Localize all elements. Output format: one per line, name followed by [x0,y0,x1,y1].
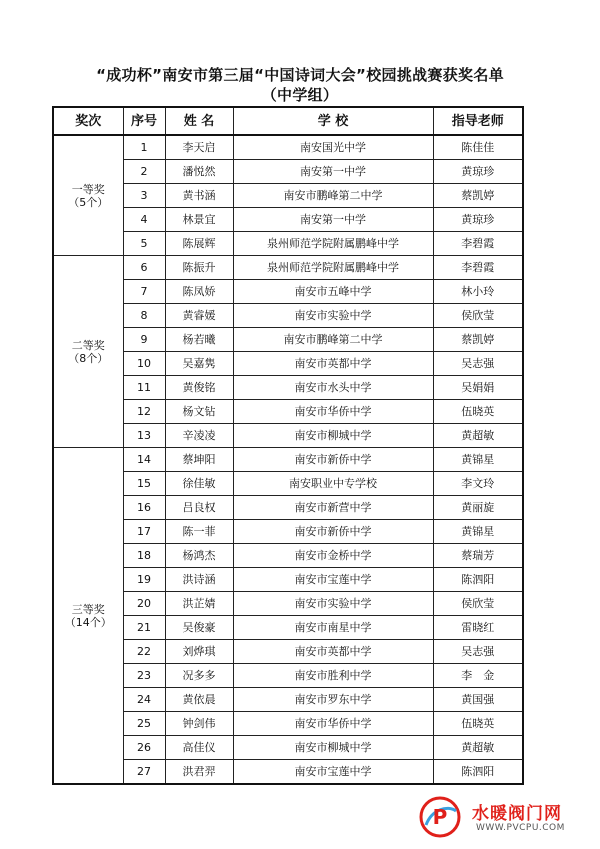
table-row [53,520,523,544]
award-level-name: 三等奖 [71,602,105,616]
cell-teacher: 黄超敏 [433,736,523,760]
cell-name: 洪芷婧 [165,592,233,616]
table-row [53,208,523,232]
header-award: 奖次 [53,107,123,135]
cell-teacher: 吴志强 [433,352,523,376]
cell-number: 7 [123,280,165,304]
award-level-name: 一等奖 [71,182,105,196]
cell-school: 南安市英都中学 [233,352,433,376]
cell-number: 1 [123,135,165,160]
header-name: 姓 名 [165,107,233,135]
table-row [53,688,523,712]
cell-number: 2 [123,160,165,184]
watermark-url: WWW.PVCPU.COM [476,823,565,833]
table-header-row [53,107,523,135]
cell-name: 黄俊铭 [165,376,233,400]
cell-number: 5 [123,232,165,256]
table-row [53,664,523,688]
cell-name: 徐佳敏 [165,472,233,496]
cell-school: 南安市金桥中学 [233,544,433,568]
award-level-cell [53,256,123,448]
cell-name: 钟剑伟 [165,712,233,736]
document-title: “成功杯”南安市第三届“中国诗词大会”校园挑战赛获奖名单 [96,66,504,84]
table-row [53,640,523,664]
cell-teacher: 吴娟娟 [433,376,523,400]
table-row [53,472,523,496]
cell-number: 21 [123,616,165,640]
cell-school: 南安市柳城中学 [233,736,433,760]
cell-name: 况多多 [165,664,233,688]
cell-school: 南安市柳城中学 [233,424,433,448]
table-row [53,160,523,184]
cell-school: 南安第一中学 [233,208,433,232]
cell-name: 辛凌凌 [165,424,233,448]
watermark-text: 水暖阀门网 [472,804,562,824]
cell-teacher: 黄锦星 [433,520,523,544]
award-table-body [53,135,523,784]
table-row [53,232,523,256]
award-table [52,106,524,785]
cell-number: 27 [123,760,165,785]
document-subtitle: （中学组） [261,86,339,104]
cell-name: 吴俊豪 [165,616,233,640]
table-row [53,496,523,520]
cell-number: 8 [123,304,165,328]
cell-school: 南安市罗东中学 [233,688,433,712]
cell-name: 洪诗涵 [165,568,233,592]
table-row [53,448,523,472]
cell-teacher: 吴志强 [433,640,523,664]
cell-school: 泉州师范学院附属鹏峰中学 [233,232,433,256]
cell-teacher: 侯欣莹 [433,304,523,328]
award-level-name: 二等奖 [71,338,105,352]
cell-teacher: 李碧霞 [433,256,523,280]
cell-name: 黄依晨 [165,688,233,712]
cell-school: 泉州师范学院附属鹏峰中学 [233,256,433,280]
cell-number: 14 [123,448,165,472]
award-level-count: （14个） [64,615,112,629]
cell-teacher: 李 金 [433,664,523,688]
cell-teacher: 蔡瑞芳 [433,544,523,568]
table-row [53,352,523,376]
table-row [53,712,523,736]
cell-name: 陈展辉 [165,232,233,256]
cell-number: 19 [123,568,165,592]
cell-teacher: 陈佳佳 [433,135,523,160]
cell-name: 李天启 [165,135,233,160]
cell-school: 南安市新侨中学 [233,448,433,472]
cell-teacher: 黄琼珍 [433,208,523,232]
cell-school: 南安市英都中学 [233,640,433,664]
watermark-logo-icon [418,795,462,839]
cell-name: 陈振升 [165,256,233,280]
cell-number: 3 [123,184,165,208]
cell-teacher: 李碧霞 [433,232,523,256]
cell-teacher: 伍晓英 [433,712,523,736]
cell-number: 11 [123,376,165,400]
table-row [53,400,523,424]
cell-teacher: 黄国强 [433,688,523,712]
cell-name: 陈凤娇 [165,280,233,304]
cell-number: 20 [123,592,165,616]
cell-number: 10 [123,352,165,376]
cell-school: 南安第一中学 [233,160,433,184]
table-row [53,135,523,160]
award-level-count: （5个） [68,195,109,209]
cell-teacher: 陈泗阳 [433,760,523,785]
cell-number: 15 [123,472,165,496]
cell-number: 13 [123,424,165,448]
site-watermark [418,793,598,843]
cell-name: 高佳仪 [165,736,233,760]
cell-school: 南安市水头中学 [233,376,433,400]
cell-teacher: 林小玲 [433,280,523,304]
header-number: 序号 [123,107,165,135]
table-row [53,424,523,448]
cell-school: 南安市实验中学 [233,304,433,328]
table-row [53,616,523,640]
cell-number: 4 [123,208,165,232]
table-row [53,280,523,304]
cell-school: 南安市宝莲中学 [233,568,433,592]
cell-number: 18 [123,544,165,568]
cell-name: 杨若曦 [165,328,233,352]
header-teacher: 指导老师 [433,107,523,135]
award-level-count: （8个） [68,351,109,365]
cell-school: 南安市五峰中学 [233,280,433,304]
cell-name: 林景宜 [165,208,233,232]
cell-teacher: 李文玲 [433,472,523,496]
table-row [53,376,523,400]
cell-number: 24 [123,688,165,712]
table-row [53,592,523,616]
cell-number: 12 [123,400,165,424]
cell-name: 吴嘉隽 [165,352,233,376]
cell-teacher: 蔡凯婷 [433,184,523,208]
cell-number: 25 [123,712,165,736]
cell-school: 南安市实验中学 [233,592,433,616]
header-school: 学 校 [233,107,433,135]
cell-school: 南安市胜利中学 [233,664,433,688]
table-row [53,304,523,328]
award-level-cell [53,135,123,256]
table-row [53,256,523,280]
table-row [53,184,523,208]
cell-name: 杨文钻 [165,400,233,424]
cell-name: 潘悦然 [165,160,233,184]
cell-school: 南安市宝莲中学 [233,760,433,785]
cell-name: 杨鸿杰 [165,544,233,568]
cell-number: 6 [123,256,165,280]
cell-number: 9 [123,328,165,352]
table-row [53,568,523,592]
cell-school: 南安国光中学 [233,135,433,160]
cell-number: 23 [123,664,165,688]
cell-school: 南安市南星中学 [233,616,433,640]
table-row [53,328,523,352]
cell-number: 16 [123,496,165,520]
cell-teacher: 陈泗阳 [433,568,523,592]
cell-school: 南安市鹏峰第二中学 [233,328,433,352]
table-row [53,736,523,760]
cell-number: 22 [123,640,165,664]
cell-teacher: 黄超敏 [433,424,523,448]
table-row [53,544,523,568]
cell-school: 南安职业中专学校 [233,472,433,496]
cell-teacher: 侯欣莹 [433,592,523,616]
cell-name: 黄书涵 [165,184,233,208]
cell-teacher: 黄琼珍 [433,160,523,184]
cell-name: 洪君羿 [165,760,233,785]
watermark-logo-letter: P [432,805,448,829]
cell-school: 南安市新侨中学 [233,520,433,544]
cell-name: 刘烨琪 [165,640,233,664]
cell-teacher: 黄丽旋 [433,496,523,520]
cell-number: 17 [123,520,165,544]
cell-school: 南安市鹏峰第二中学 [233,184,433,208]
cell-name: 陈一菲 [165,520,233,544]
cell-teacher: 蔡凯婷 [433,328,523,352]
cell-number: 26 [123,736,165,760]
cell-name: 吕良权 [165,496,233,520]
cell-school: 南安市华侨中学 [233,712,433,736]
cell-name: 蔡坤阳 [165,448,233,472]
cell-school: 南安市新营中学 [233,496,433,520]
cell-teacher: 黄锦星 [433,448,523,472]
cell-name: 黄睿媛 [165,304,233,328]
cell-school: 南安市华侨中学 [233,400,433,424]
award-level-cell [53,448,123,785]
cell-teacher: 伍晓英 [433,400,523,424]
table-row [53,760,523,785]
cell-teacher: 雷晓红 [433,616,523,640]
